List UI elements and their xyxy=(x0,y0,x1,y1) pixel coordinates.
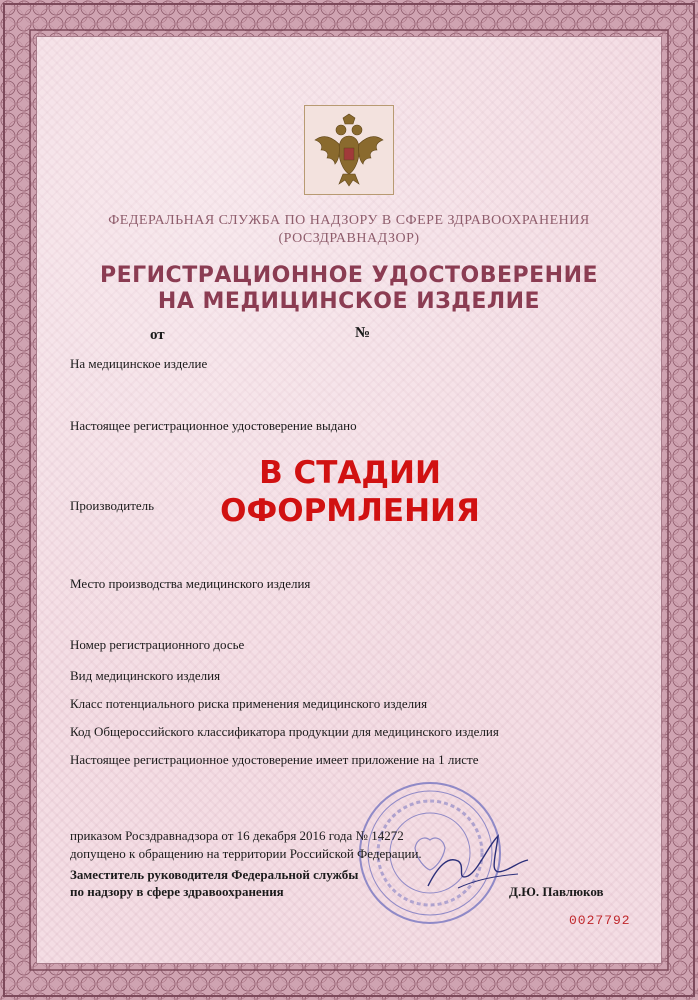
device-type-field-label: Вид медицинского изделия xyxy=(70,668,221,683)
agency-name: ФЕДЕРАЛЬНАЯ СЛУЖБА ПО НАДЗОРУ В СФЕРЕ ЗДРАВООХРАНЕНИЯ xyxy=(108,213,590,228)
signatory-name: Д.Ю. Павлюков xyxy=(509,884,604,899)
status-stamp-line1: В СТАДИИ xyxy=(259,455,441,491)
appendix-field-label: Настоящее регистрационное удостоверение имеет приложение на 1 листе xyxy=(70,752,479,767)
signatory-position-line1: Заместитель руководителя Федеральной службы xyxy=(70,867,359,882)
device-field-label: На медицинское изделие xyxy=(70,356,208,371)
status-stamp-line2: ОФОРМЛЕНИЯ xyxy=(220,493,480,529)
signatory-position-line2: по надзору в сфере здравоохранения xyxy=(70,884,284,899)
document-subtitle: НА МЕДИЦИНСКОЕ ИЗДЕЛИЕ xyxy=(157,289,541,314)
order-text-line1: приказом Росздравнадзора от 16 декабря 2016 года № 14272 xyxy=(70,828,404,843)
risk-class-field-label: Класс потенциального риска применения медицинского изделия xyxy=(70,696,428,711)
document-title: РЕГИСТРАЦИОННОЕ УДОСТОВЕРЕНИЕ xyxy=(99,263,599,288)
okp-code-field-label: Код Общероссийского классификатора продукции для медицинского изделия xyxy=(70,724,499,739)
number-label: № xyxy=(355,325,371,341)
order-text-line2: допущено к обращению на территории Российской Федерации. xyxy=(70,846,422,861)
serial-number: 0027792 xyxy=(569,913,631,928)
dossier-number-field-label: Номер регистрационного досье xyxy=(70,637,245,652)
double-headed-eagle-icon xyxy=(305,106,393,194)
date-label: от xyxy=(150,327,165,343)
issued-to-field-label: Настоящее регистрационное удостоверение выдано xyxy=(70,418,357,433)
production-site-field-label: Место производства медицинского изделия xyxy=(70,576,311,591)
manufacturer-field-label: Производитель xyxy=(70,498,155,513)
coat-of-arms-emblem xyxy=(304,105,394,195)
agency-abbreviation: (РОСЗДРАВНАДЗОР) xyxy=(278,231,420,246)
